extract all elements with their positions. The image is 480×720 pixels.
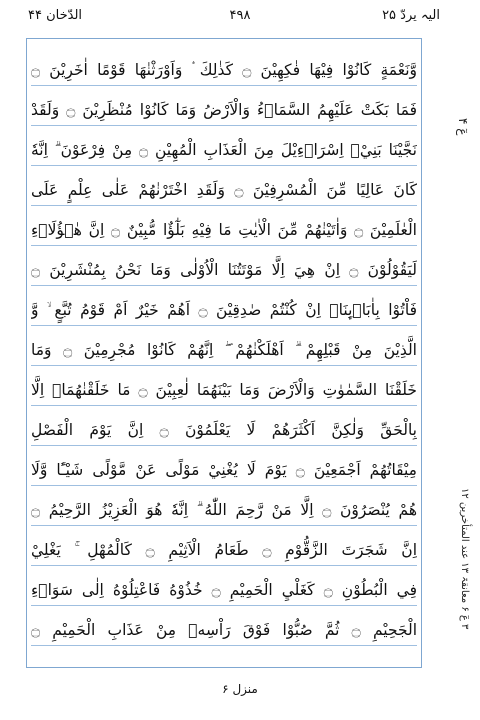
verse-line: فَاْتُوْا بِاٰبَاۤىِٕنَاۤ اِنْ كُنْتُمْ صٰدِقِيْنَ ۝ اَهُمْ خَيْرٌ اَمْ قَوْمُ تُبَّعٍ ۙ وَّ bbox=[31, 295, 417, 326]
manzil-label: منزل ۶ bbox=[222, 682, 258, 696]
verse-line: مِيْقَاتُهُمْ اَجْمَعِيْنَ ۝ يَوْمَ لَا يُغْنِيْ مَوْلًى عَنْ مَّوْلًى شَيْـًٔا وَّلَا bbox=[31, 455, 417, 486]
verse-line: الْجَحِيْمِ ۝ ثُمَّ صُبُّوْا فَوْقَ رَاْسِهٖ مِنْ عَذَابِ الْحَمِيْمِ ۝ bbox=[31, 615, 417, 646]
verse-line: بِالْحَقِّ وَلٰكِنَّ اَكْثَرَهُمْ لَا يَعْلَمُوْنَ ۝ اِنَّ يَوْمَ الْفَصْلِ bbox=[31, 415, 417, 446]
verse-line: كَانَ عَالِيًا مِّنَ الْمُسْرِفِيْنَ ۝ وَلَقَدِ اخْتَرْنٰهُمْ عَلٰى عِلْمٍ عَلَى bbox=[31, 175, 417, 206]
verse-line: لَيَقُوْلُوْنَ ۝ اِنْ هِيَ اِلَّا مَوْتَتُنَا الْاُوْلٰى وَمَا نَحْنُ بِمُنْشَرِيْنَ ۝ bbox=[31, 255, 417, 286]
verse-line: وَّنَعْمَةٍ كَانُوْا فِيْهَا فٰكِهِيْنَ ۝ كَذٰلِكَ ۟ وَاَوْرَثْنٰهَا قَوْمًا اٰخَرِيْنَ ۝ bbox=[31, 55, 417, 86]
verse-line: خَلَقْنَا السَّمٰوٰتِ وَالْاَرْضَ وَمَا بَيْنَهُمَا لٰعِبِيْنَ ۝ مَا خَلَقْنٰهُمَاۤ اِلَّا bbox=[31, 375, 417, 406]
verse-line: الْعٰلَمِيْنَ ۝ وَاٰتَيْنٰهُمْ مِّنَ الْاٰيٰتِ مَا فِيْهِ بَلٰٓؤٌا مُّبِيْنٌ ۝ اِنَّ هٰۤؤُلَاۤءِ bbox=[31, 215, 417, 246]
verse-line: الَّذِيْنَ مِنْ قَبْلِهِمْ ۗ اَهْلَكْنٰهُمْ ۖ اِنَّهُمْ كَانُوْا مُجْرِمِيْنَ ۝ وَمَا bbox=[31, 335, 417, 366]
verse-line: نَجَّيْنَا بَنِيْۤ اِسْرَاۤءِيْلَ مِنَ الْعَذَابِ الْمُهِيْنِ ۝ مِنْ فِرْعَوْنَ ۗ اِنَّهٗ bbox=[31, 135, 417, 166]
ruku-marker: عٓ ۴ bbox=[456, 118, 470, 136]
text-frame bbox=[26, 38, 422, 668]
ruku-marker-note: ۳ عٓ ۶ معانقۃ ۱۳ عند المتأخرین ۱۲ bbox=[459, 488, 470, 630]
page-number: ۴۹۸ bbox=[229, 8, 251, 23]
header-surah-juz: الیہ یردّ ۲۵ bbox=[382, 8, 440, 23]
verse-line: اِنَّ شَجَرَتَ الزَّقُّوْمِ ۝ طَعَامُ الْاَثِيْمِ ۝ كَالْمُهْلِ ۚ يَغْلِيْ bbox=[31, 535, 417, 566]
verse-line: فَمَا بَكَتْ عَلَيْهِمُ السَّمَاۤءُ وَالْاَرْضُ وَمَا كَانُوْا مُنْظَرِيْنَ ۝ وَلَقَدْ bbox=[31, 95, 417, 126]
verse-line: هُمْ يُنْصَرُوْنَ ۝ اِلَّا مَنْ رَّحِمَ اللّٰهُ ۗ اِنَّهٗ هُوَ الْعَزِيْزُ الرَّحِيْمُ ۝ bbox=[31, 495, 417, 526]
header-surah-name: الدّخان ۴۴ bbox=[28, 8, 83, 23]
verse-line: فِي الْبُطُوْنِ ۝ كَغَلْيِ الْحَمِيْمِ ۝ خُذُوْهُ فَاعْتِلُوْهُ اِلٰى سَوَاۤءِ bbox=[31, 575, 417, 606]
